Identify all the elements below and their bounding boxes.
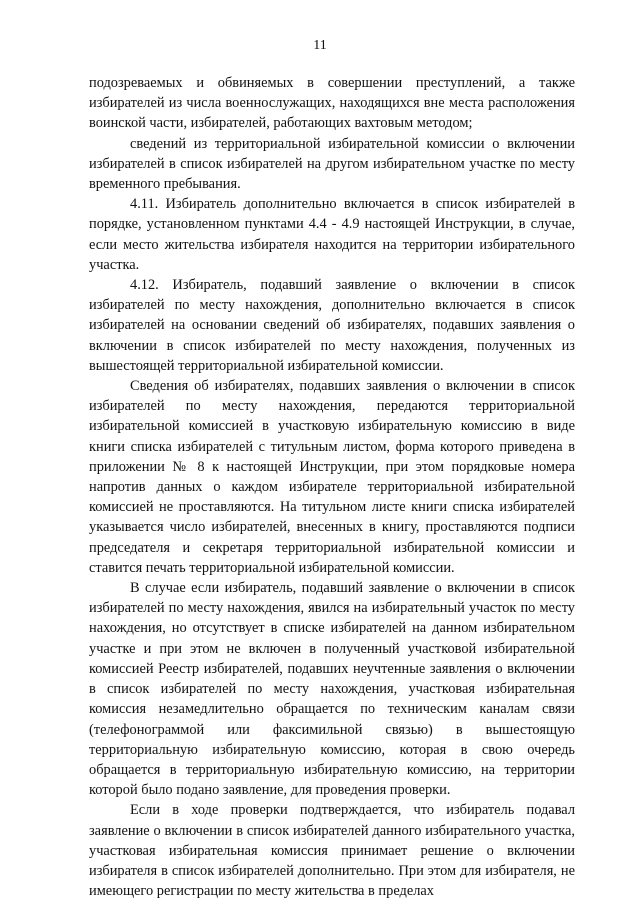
paragraph-voter-list-book: Сведения об избирателях, подавших заявления о включении в список избирателей по месту нахождения, передаются территориальной избирательной комиссией в участковую избирательную комиссию в виде книги списка избирателей с титульным листом, форма которого приведена в приложении № 8 к настоящей Инструкции, при этом порядковые номера напротив данных о каждом избирателе территориальной избирательной комиссией не проставляются. На титульном листе книги списка избирателей указывается число избирателей, внесенных в книгу, проставляются подписи председателя и секретаря территориальной избирательной комиссии и ставится печать территориальной избирательной комиссии. [89, 378, 575, 576]
paragraph-missing-voter-check: В случае если избиратель, подавший заявление о включении в список избирателей по месту нахождения, явился на избирательный участок по месту нахождения, но отсутствует в списке избирателей на данном избирательном участке и при этом не включен в полученный участковой избирательной комиссией Реестр избирателей, подавших неучтенные заявления о включении в список избирателей по месту нахождения, участковая избирательная комиссия незамедлительно обращается по техническим каналам связи (телефонограммой или факсимильной связью) в вышестоящую территориальную избирательную комиссию, которая в свою очередь обращается в территориальную избирательную комиссию, на территории которой было подано заявление, для проведения проверки. [89, 580, 575, 799]
document-body [89, 73, 575, 901]
paragraph-4-11: 4.11. Избиратель дополнительно включается в список избирателей в порядке, установленном пунктами 4.4 - 4.9 настоящей Инструкции, в случае, если место жительства избирателя находится на территории избирательного участка. [89, 196, 575, 273]
paragraph-confirmation-decision: Если в ходе проверки подтверждается, что избиратель подавал заявление о включении в список избирателей данного избирательного участка, участковая избирательная комиссия принимает решение о включении избирателя в список избирателей дополнительно. При этом для избирателя, не имеющего регистрации по месту жительства в пределах [89, 802, 575, 900]
paragraph-4-12: 4.12. Избиратель, подавший заявление о включении в список избирателей по месту нахождения, дополнительно включается в список избирателей на основании сведений об избирателях, подавших заявления о включении в список избирателей по месту нахождения, полученных из вышестоящей территориальной избирательной комиссии. [89, 277, 575, 374]
paragraph-temporary-stay-info: сведений из территориальной избирательной комиссии о включении избирателей в список избирателей на другом избирательном участке по месту временного пребывания. [89, 135, 575, 193]
paragraph-continuation: подозреваемых и обвиняемых в совершении преступлений, а также избирателей из числа военнослужащих, находящихся вне места расположения воинской части, избирателей, работающих вахтовым методом; [89, 75, 575, 132]
page-number: 11 [313, 38, 327, 53]
